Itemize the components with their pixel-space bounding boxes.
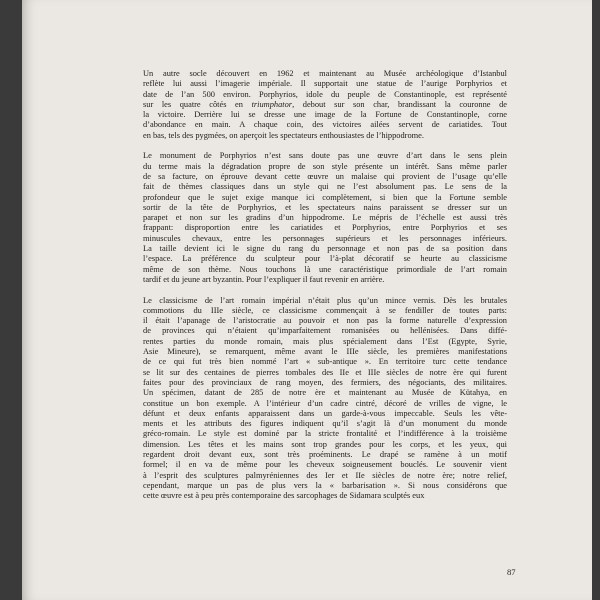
text-line: la victoire. Derrière lui se dresse une image de la Fortune de Constantinople, corne xyxy=(143,110,507,120)
text-line: défunt et deux enfants apparaissent dans un garde-à-vous impeccable. Seuls les vête- xyxy=(143,408,507,418)
text-line: ments et les attributs des figures indiquent qu’il s’agit là d’un monument du monde xyxy=(143,419,507,429)
text-line: tardif et du jeune art byzantin. Pour l’expliquer il faut revenir en arrière. xyxy=(143,274,385,284)
text-line: cependant, marque un pas de plus vers la « barbarisation ». Si nous considérons que xyxy=(143,480,507,490)
text-line: date de l’an 500 environ. Porphyrios, idole du peuple de Constantinople, est représenté xyxy=(143,89,507,99)
text-line: dimension. Les têtes et les mains sont trop grandes pour les corps, et les yeux, qui xyxy=(143,439,507,449)
text-line: profondeur que le sujet exige manque ici complètement, si bien que la Fortune semble xyxy=(143,192,507,202)
paragraph xyxy=(143,69,507,141)
text-line: minuscules chevaux, entre les personnages supérieurs et les personnages inférieurs. xyxy=(143,233,507,243)
paragraph xyxy=(143,296,507,502)
text-line: Le monument de Porphyrios n’est sans doute pas une œuvre d’art dans le sens plein xyxy=(143,151,507,161)
text-line: regardent droit devant eux, sont très proéminents. Le drapé se ramène à un motif xyxy=(143,449,507,459)
text-line: formel; il en va de même pour les cheveux soigneusement bouclés. Le souvenir vient xyxy=(143,460,507,470)
text-line: d’abondance en main. A chaque coin, des victoires ailées servent de cariatides. Tout xyxy=(143,120,507,130)
text-line: de provinces qui n’étaient qu’imparfaitement romanisées ou hellénisées. Dans diffé- xyxy=(143,326,507,336)
text-line: Un autre socle découvert en 1962 et maintenant au Musée archéologique d’Istanbul xyxy=(143,69,507,78)
text-line: commotions du IIIe siècle, ce classicisme commençait à se fendiller de toutes parts: xyxy=(143,305,507,315)
text-line: gréco-romain. Le style est dominé par la stricte frontalité et l’indifférence à la troisième xyxy=(143,429,507,439)
text-line: du terme mais la dégradation propre de son style présente un intérêt. Sans même parler xyxy=(143,161,507,171)
text-line: sur les quatre côtés en triumphator, debout sur son char, brandissant la couronne de xyxy=(143,99,508,109)
text-line: cette œuvre est à peu près contemporaine des sarcophages de Sidamara sculptés eux xyxy=(143,491,425,501)
text-line: de sa facture, on éprouve devant cette œuvre un malaise qui provient de l’usage qu’elle xyxy=(143,171,507,181)
text-line: l’espace. La préférence du sculpteur pour l’à-plat décoratif se heurte au classicisme xyxy=(143,254,507,264)
text-line: parapet et non sur les gradins d’un hippodrome. Le mépris de l’échelle est aussi très xyxy=(143,213,507,223)
text-line: La taille devient ici le signe du rang du personnage et non pas de sa position dans xyxy=(143,244,507,254)
text-line: frappant: disproportion entre les cariatides et Porphyrios, entre Porphyrios et ses xyxy=(143,223,507,233)
text-line: il était l’apanage de l’aristocratie au pouvoir et non pas la forme naturelle d’expression xyxy=(143,316,507,326)
text-line: reflète lui aussi l’imagerie impériale. Il supportait une statue de l’aurige Porphyrios et xyxy=(143,79,507,89)
body-text xyxy=(143,69,507,512)
paragraph xyxy=(143,151,507,285)
text-line: même de son thème. Nous touchons là une caractéristique primordiale de l’art romain xyxy=(143,264,507,274)
book-page xyxy=(22,0,592,600)
italic-term: triumphator xyxy=(251,99,293,109)
text-line: se lit sur des centaines de pierres tombales des IIe et IIIe siècles de notre ère qui furent xyxy=(143,367,507,377)
text-line: constitue un bon exemple. A l’intérieur d’un cadre cintré, décoré de vrilles de vigne, le xyxy=(143,398,507,408)
text-line: Asie Mineure), se remarquent, même avant le IIIe siècle, les premières manifestations xyxy=(143,347,507,357)
text-line: Un spécimen, datant de 285 de notre ère et maintenant au Musée de Kütahya, en xyxy=(143,388,507,398)
text-line: Le classicisme de l’art romain impérial n’était plus qu’un mince vernis. Dès les brutales xyxy=(143,295,507,305)
text-line: rentes parties du monde romain, mais plus spécialement dans l’Est (Egypte, Syrie, xyxy=(143,336,507,346)
text-line: sortir de la tête de Porphyrios, et les spectateurs nains paraissent se dresser sur un xyxy=(143,202,507,212)
text-line: à l’esprit des sculptures palmyréniennes des Ier et IIe siècles de notre ère; notre relief, xyxy=(143,470,507,480)
text-line: faites pour des provinciaux de rang moyen, des fermiers, des négociants, des militaires. xyxy=(143,377,507,387)
text-line: de ce qui fut très bien nommé l’art « sub-antique ». En territoire turc cette tendance xyxy=(143,357,507,367)
text-line: fait de thèmes classiques dans un style qui ne l’est absolument pas. Le sens de la xyxy=(143,182,507,192)
page-number: 87 xyxy=(507,567,516,577)
text-line: en bas, tels des pygmées, on aperçoit les spectateurs enthousiastes de l’hippodrome. xyxy=(143,130,424,140)
